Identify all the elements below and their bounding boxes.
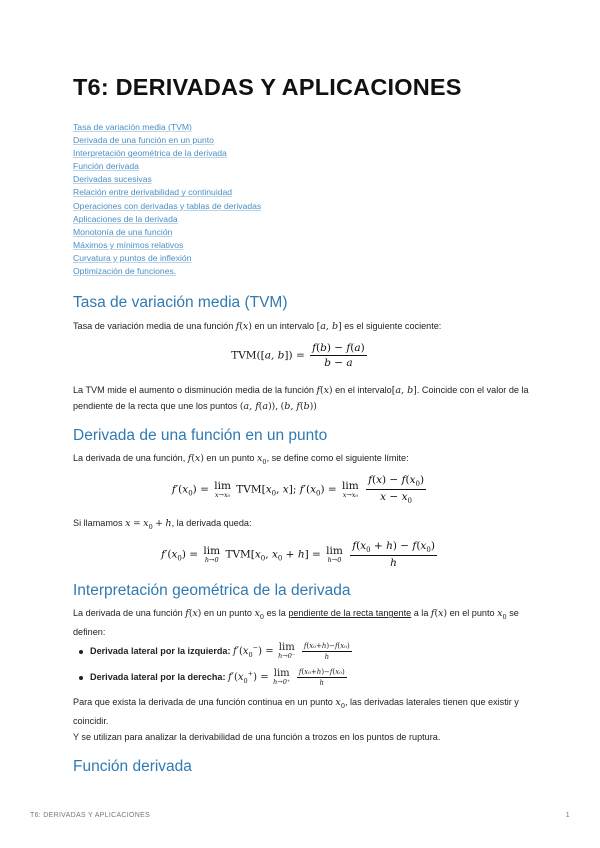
equation-derivative-h: $f'(x_0) = \lim$ h→0 $TVM[x_0$, $x_0 + h] = \lim$ h→0 $\frac{f(x_0 + h) - f(x_0)}{h}$ — [161, 540, 435, 570]
toc-link[interactable]: Interpretación geométrica de la derivada — [73, 148, 227, 159]
bullet-icon — [79, 676, 83, 680]
tangent-link[interactable]: pendiente de la recta tangente — [288, 608, 412, 618]
toc-link[interactable]: Tasa de variación media (TVM) — [73, 122, 192, 132]
toc-link[interactable]: Derivada de una función en un punto — [73, 135, 214, 146]
toc-link[interactable]: Máximos y mínimos relativos — [73, 239, 184, 250]
page-number: 1 — [565, 812, 570, 819]
paragraph: La TVM mide el aumento o disminución media de la función f(x) en el intervalo[a, b]. Coincide con el valor de la pendiente de la recta que une los puntos (a, f(a)), (b, f(b)) — [73, 385, 529, 412]
paragraph: Si llamamos $x = x_0 + h$, la derivada queda: — [73, 518, 252, 531]
section-heading-derivada-punto: Derivada de una función en un punto — [73, 427, 328, 444]
toc-link[interactable]: Relación entre derivabilidad y continuidad — [73, 187, 233, 198]
section-heading-tvm: Tasa de variación media (TVM) — [73, 294, 288, 311]
table-of-contents — [73, 121, 493, 278]
toc-link[interactable]: Optimización de funciones. — [73, 266, 177, 277]
section-heading-funcion-derivada: Función derivada — [73, 758, 192, 775]
footer-title: T6: DERIVADAS Y APLICACIONES — [30, 812, 151, 819]
list-item: Derivada lateral por la izquierda: $f'(x_0^-) = \lim$ h→0⁻ $\frac{\text{f(x₀+h)−f(x₀)}}{h}$ — [79, 642, 354, 661]
equation-derivative-limit: $f'(x_0) = \lim$ x→x₀ $TVM[x_0$, x]; $f'(x_0) = \lim$ x→x₀ $\frac{f(x) - f(x_0)}{x - x_0}$ — [171, 474, 425, 506]
page-title: T6: DERIVADAS Y APLICACIONES — [73, 74, 462, 100]
list-item: Derivada lateral por la derecha: $f'(x_0^+) = \lim$ h→0⁺ $\frac{\text{f(x₀+h)−f(x₀)}}{h}$ — [79, 668, 349, 687]
toc-link[interactable]: Función derivada — [73, 161, 139, 172]
toc-link[interactable]: Aplicaciones de la derivada — [73, 213, 178, 224]
paragraph: La derivada de una función f(x) en un punto $x_0$ es la pendiente de la recta tangente a la f(x) en el punto $x_0$ se definen: — [73, 608, 519, 637]
section-heading-interpretacion: Interpretación geométrica de la derivada — [73, 582, 351, 599]
toc-link[interactable]: Monotonía de una función — [73, 226, 173, 237]
paragraph: La derivada de una función, f(x) en un punto $x_0$, se define como el siguiente límite: — [73, 453, 409, 466]
paragraph: Y se utilizan para analizar la derivabilidad de una función a trozos en los puntos de ruptura. — [73, 732, 441, 742]
paragraph: Tasa de variación media de una función f(x) en un intervalo [a, b] es el siguiente cociente: — [73, 321, 442, 332]
toc-link[interactable]: Derivadas sucesivas — [73, 174, 152, 185]
toc-link[interactable]: Curvatura y puntos de inflexión — [73, 252, 192, 263]
toc-link[interactable]: Operaciones con derivadas y tablas de derivadas — [73, 200, 262, 211]
equation-tvm: TVM([a, b]) = $\frac{f(b) - f(a)}{b - a}$ — [231, 342, 365, 369]
bullet-icon — [79, 650, 83, 654]
paragraph: Para que exista la derivada de una función continua en un punto $x_0$, las derivadas laterales tienen que existir y coincidir. — [73, 697, 519, 726]
